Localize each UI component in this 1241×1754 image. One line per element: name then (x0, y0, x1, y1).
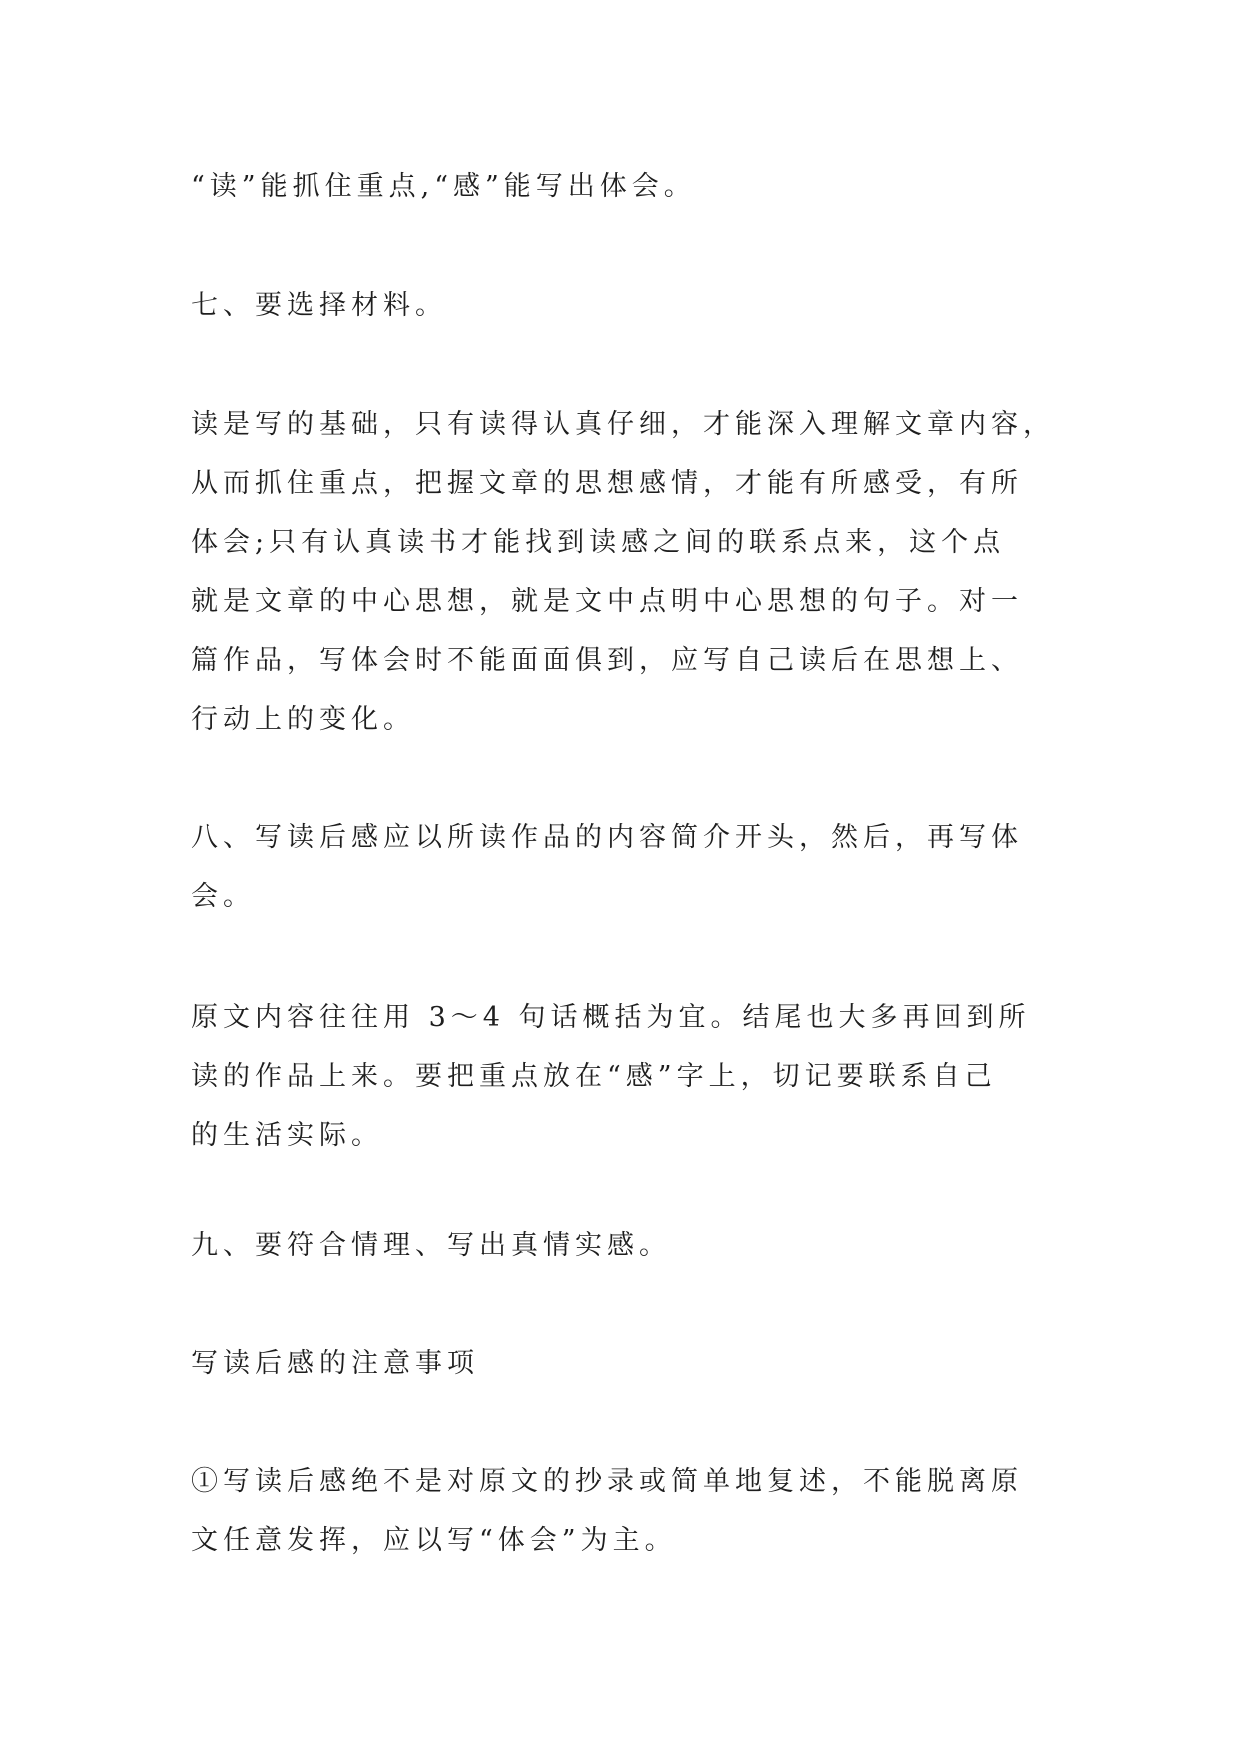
text-line: 读的作品上来。要把重点放在“感”字上，切记要联系自己 (191, 1061, 997, 1092)
text-line: 就是文章的中心思想，就是文中点明中心思想的句子。对一 (191, 586, 1023, 617)
text-line: 读是写的基础，只有读得认真仔细，才能深入理解文章内容， (191, 409, 1055, 440)
paragraph-note-1 (191, 1452, 1091, 1570)
text-line: 会。 (191, 881, 255, 912)
section-title-notes (191, 1334, 1091, 1393)
text-line: 的生活实际。 (191, 1120, 383, 1151)
text-line: 七、要选择材料。 (191, 290, 447, 321)
text-line: 文任意发挥，应以写“体会”为主。 (191, 1525, 677, 1556)
text-line: 九、要符合情理、写出真情实感。 (191, 1230, 671, 1261)
heading-true-feelings (191, 1216, 1091, 1275)
paragraph-reading-focus (191, 157, 1091, 216)
text-line: “读”能抓住重点,“感”能写出体会。 (191, 171, 696, 202)
heading-content-intro (191, 808, 1091, 926)
text-line: 原文内容往往用 3～4 句话概括为宜。结尾也大多再回到所 (191, 1002, 1031, 1033)
text-line: 写读后感的注意事项 (191, 1348, 479, 1379)
text-line: 从而抓住重点，把握文章的思想感情，才能有所感受，有所 (191, 468, 1023, 499)
text-line: ①写读后感绝不是对原文的抄录或简单地复述，不能脱离原 (191, 1466, 1023, 1497)
text-line: 行动上的变化。 (191, 704, 415, 735)
heading-choose-material (191, 276, 1091, 335)
paragraph-reading-basis (191, 395, 1091, 749)
text-line: 体会;只有认真读书才能找到读感之间的联系点来，这个点 (191, 527, 1006, 558)
paragraph-summary-length (191, 988, 1091, 1165)
text-line: 篇作品，写体会时不能面面俱到，应写自己读后在思想上、 (191, 645, 1023, 676)
text-line: 八、写读后感应以所读作品的内容简介开头，然后，再写体 (191, 822, 1023, 853)
